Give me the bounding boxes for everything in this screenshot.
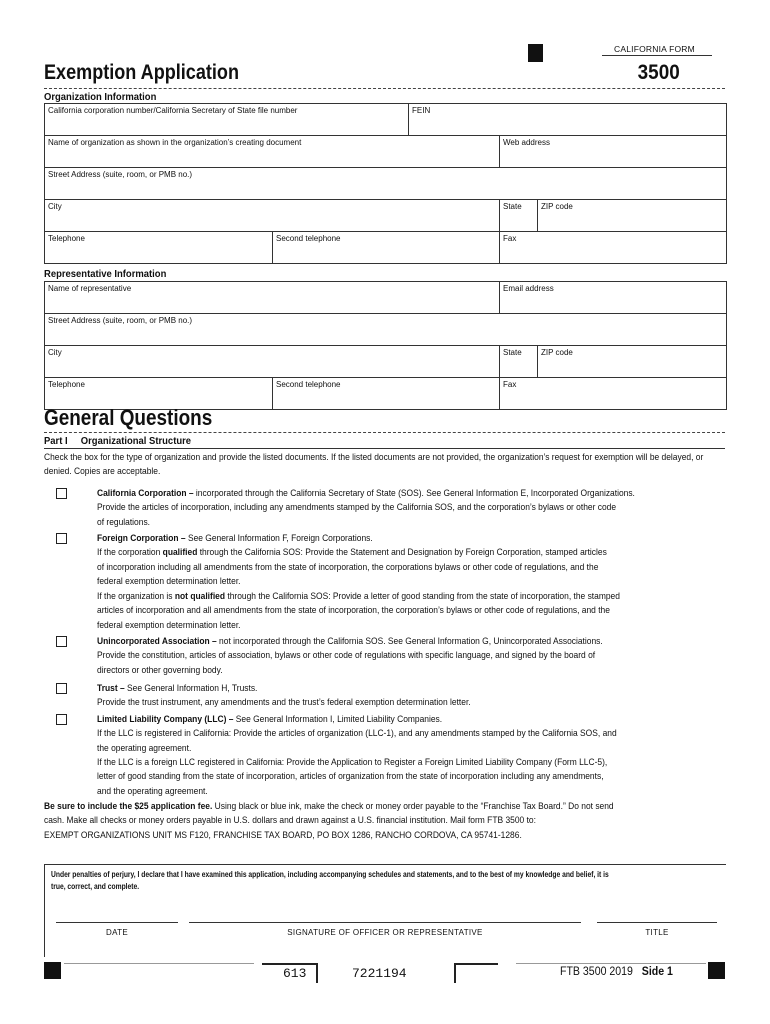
field-label: State [503,202,522,211]
option-llc: Limited Liability Company (LLC) – See General Information I, Limited Liability Companies. If the LLC is registered in California: Provide the articles of organization (LLC-1), and any amendments stamped by the California SOS, and the operating agreement. [97,713,617,753]
footer-bracket-right [454,963,498,983]
rep-row-3 [45,346,726,378]
signature-label: SIGNATURE OF OFFICER OR REPRESENTATIVE [287,928,483,937]
footer-rule-right [516,963,706,964]
registration-marker-top [528,44,543,62]
organization-heading: Organization Information [44,91,157,103]
org-fein-field[interactable] [408,104,726,135]
org-fax-field[interactable] [499,232,726,263]
rep-state-field[interactable] [499,346,537,377]
rep-email-field[interactable] [499,282,726,313]
org-telephone-field[interactable] [45,232,272,263]
general-divider [44,432,725,433]
org-zip-field[interactable] [537,200,726,231]
org-row-3 [45,168,726,200]
rep-city-field[interactable] [45,346,499,377]
field-label: Name of representative [48,284,132,293]
field-label: City [48,202,62,211]
option-unincorporated-association: Unincorporated Association – not incorporated through the California SOS. See General Information G, Unincorporated Associations. Provide the constitution, articles of association, bylaws or other code of regulations with specific language, and signed by the board of directors or other governing body. [97,635,603,675]
org-row-1 [45,104,726,136]
rep-zip-field[interactable] [537,346,726,377]
registration-marker-bottom-left [44,962,61,979]
part-title: Organizational Structure [80,435,192,447]
org-city-field[interactable] [45,200,499,231]
option-llc-foreign: If the LLC is a foreign LLC registered in California: Provide the Application to Register a Foreign Limited Liability Company (Form LLC-5), letter of good standing from the state of incorporation, articles of organization from the state of incorporation including any amendments, and the operating agreement. [97,756,608,796]
field-label: City [48,348,62,357]
field-label: Fax [503,380,517,389]
form-label-rule [602,55,712,56]
date-line[interactable] [56,922,178,923]
footer-form-id: FTB 3500 2019 Side 1 [560,966,673,978]
org-row-5 [45,232,726,264]
org-web-field[interactable] [499,136,726,167]
field-label: Telephone [48,380,85,389]
date-label: DATE [106,928,128,937]
org-corp-number-field[interactable] [45,104,408,135]
llc-checkbox[interactable] [56,714,67,725]
field-label: Street Address (suite, room, or PMB no.) [48,316,193,325]
general-questions-heading: General Questions [44,405,213,430]
footer-code-1: 613 [283,966,307,981]
rep-second-telephone-field[interactable] [272,378,499,409]
option-california-corporation: California Corporation – incorporated through the California Secretary of State (SOS). See General Information E, Incorporated Organizations. Provide the articles of incorporation, including any amendments stamped by the California SOS, and the corporation’s bylaws or other code of regulations. [97,487,635,527]
form-number: 3500 [637,61,680,84]
field-label: Telephone [48,234,85,243]
footer-rule-left [64,963,254,964]
field-label: State [503,348,522,357]
trust-checkbox[interactable] [56,683,67,694]
field-label: Web address [503,138,550,147]
footer-code-2: 7221194 [352,966,407,981]
field-label: Email address [503,284,554,293]
org-row-4 [45,200,726,232]
field-label: California corporation number/California Secretary of State file number [48,106,298,115]
rep-fax-field[interactable] [499,378,726,409]
part-intro: Check the box for the type of organization and provide the listed documents. If the listed documents are not provided, the organization’s request for exemption will be delayed, or denied. Copies are acceptable. [44,451,704,477]
option-trust: Trust – See General Information H, Trusts. Provide the trust instrument, any amendments and the trust’s federal exemption determination letter. [97,682,471,708]
field-label: Name of organization as shown in the organization’s creating document [48,138,302,147]
representative-heading: Representative Information [44,268,167,280]
part-heading [44,435,191,447]
org-name-field[interactable] [45,136,499,167]
form-title: Exemption Application [44,61,239,84]
declaration-box [44,864,726,957]
field-label: ZIP code [541,202,573,211]
foreign-corporation-checkbox[interactable] [56,533,67,544]
field-label: Fax [503,234,517,243]
field-label: Second telephone [276,234,341,243]
option-foreign-not-qualified: If the organization is not qualified through the California SOS: Provide a letter of good standing from the state of incorporation, the stamped articles of incorporation and all amendments from the state of incorporation, the corporation’s bylaws or other code of regulations, and the federal exemption determination letter. [97,590,620,630]
form-label: CALIFORNIA FORM [614,44,695,54]
fee-instructions: Be sure to include the $25 application fee. Using black or blue ink, make the check or money order payable to the “Franchise Tax Board.” Do not send cash. Make all checks or money orders payable in U.S. dollars and drawn against a U.S. financial institution. Mail form FTB 3500 to: EXEMPT ORGANIZATIONS UNIT MS F120, FRANCHISE TAX BOARD, PO BOX 1286, RANCHO CORDOVA, CA 95741-1286. [44,800,614,840]
field-label: Second telephone [276,380,341,389]
field-label: Street Address (suite, room, or PMB no.) [48,170,193,179]
title-line[interactable] [597,922,717,923]
org-state-field[interactable] [499,200,537,231]
signature-line[interactable] [189,922,581,923]
rep-name-field[interactable] [45,282,499,313]
registration-marker-bottom-right [708,962,725,979]
field-label: ZIP code [541,348,573,357]
rep-street-field[interactable] [45,314,726,345]
org-row-2 [45,136,726,168]
org-second-telephone-field[interactable] [272,232,499,263]
part-rule [44,448,725,449]
title-label: TITLE [645,928,669,937]
rep-row-2 [45,314,726,346]
field-label: FEIN [412,106,431,115]
declaration-text: Under penalties of perjury, I declare that I have examined this application, including accompanying schedules and statements, and to the best of my knowledge and belief, it is true, correct, and complete. [51,870,609,891]
representative-grid [44,281,727,410]
option-foreign-corporation: Foreign Corporation – See General Information F, Foreign Corporations. If the corporation qualified through the California SOS: Provide the Statement and Designation by Foreign Corporation, stamped articles of incorporation including all amendments from the state of incorporation, the corporations bylaws or other code of regulations, and the federal exemption determination letter. [97,532,607,587]
header-divider [44,88,725,89]
california-corporation-checkbox[interactable] [56,488,67,499]
rep-row-1 [45,282,726,314]
organization-grid [44,103,727,264]
unincorporated-association-checkbox[interactable] [56,636,67,647]
part-label: Part I [44,435,68,447]
org-street-field[interactable] [45,168,726,199]
